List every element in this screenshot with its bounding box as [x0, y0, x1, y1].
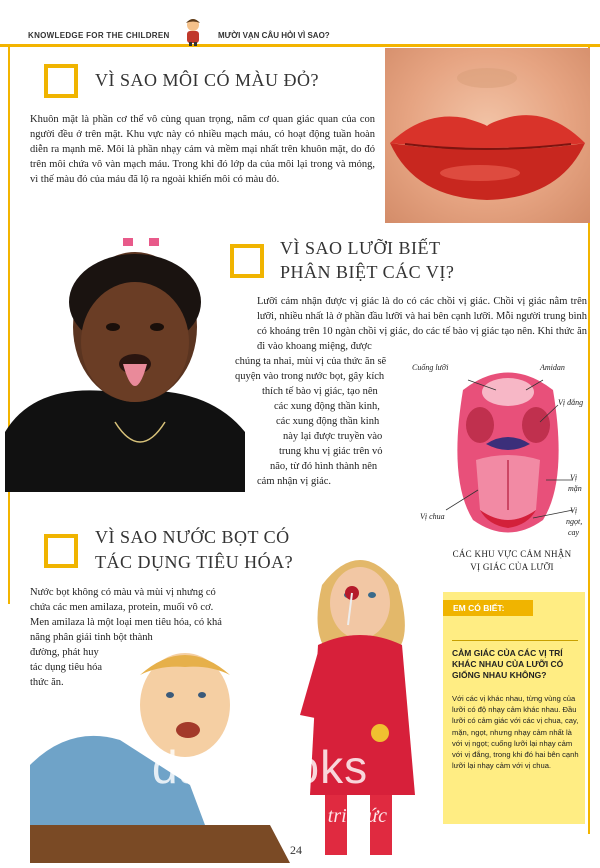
- label-vi-man-2: mặn: [568, 484, 582, 493]
- page-header: [28, 28, 588, 44]
- section2-title-line1: VÌ SAO LƯỠI BIẾT: [280, 238, 441, 258]
- section3-line: Nước bọt không có màu và mùi vị nhưng có: [30, 587, 216, 598]
- label-vi-ngot-2: ngọt,: [566, 517, 583, 526]
- page-number: 24: [290, 843, 302, 857]
- section2-body-top: Lưỡi cảm nhận được vị giác là do có các chồi vị giác. Chồi vị giác nằm trên lưỡi, nhiều nhất là ở phần đầu lưỡi và hai bên cạnh lưỡi. Mỗi người trung bình có khoảng trên 10 ngàn chồi vị giác, do các tế bào vị giác tạo nên. Khi thức ăn đi vào khoang miệng, được: [257, 296, 587, 352]
- section3-title-line1: VÌ SAO NƯỚC BỌT CÓ: [95, 527, 290, 547]
- section3-line: đường, phát huy: [30, 647, 99, 658]
- label-vi-ngot-3: cay: [568, 528, 580, 537]
- section3-line: Men amilaza là một loại men tiêu hóa, có khả: [30, 617, 222, 628]
- section3-line: thức ăn.: [30, 677, 64, 688]
- diagram-caption: [432, 548, 592, 574]
- label-vi-ngot-1: Vị: [570, 506, 578, 515]
- section3-title-line2: TÁC DỤNG TIÊU HÓA?: [95, 552, 294, 572]
- watermark-brand: davibooks: [152, 741, 369, 793]
- did-you-know-question: CẢM GIÁC CỦA CÁC VỊ TRÍ KHÁC NHAU CỦA LƯỠI CÓ GIỐNG NHAU KHÔNG?: [452, 648, 564, 680]
- label-amidan: Amidan: [540, 363, 565, 372]
- section2-line: thích tế bào vị giác, tạo nên: [262, 386, 378, 397]
- series-title: KNOWLEDGE FOR THE CHILDREN: [28, 31, 170, 40]
- did-you-know-heading-text: EM CÓ BIẾT:: [453, 603, 505, 613]
- caption-line1: CÁC KHU VỰC CẢM NHẬN: [452, 549, 572, 559]
- section2-line: cảm nhận vị giác.: [257, 476, 332, 487]
- section2-line: này lại được truyền vào: [283, 431, 383, 442]
- did-you-know-answer: Với các vị khác nhau, từng vùng của lưỡi có độ nhạy cảm khác nhau. Đầu lưỡi có cảm giác với các vị chua, cay, mặn, ngọt, nhưng nhạy cảm nhất là với vị ngọt; cuống lưỡi lại nhạy cảm với vị đắng, trong khi đó hai bên cạnh lưỡi lại nhạy cảm với vị chua.: [452, 694, 579, 771]
- sidebar-divider: [452, 640, 578, 641]
- section2-line: não, từ đó hình thành nên: [270, 461, 378, 472]
- label-vi-man-1: Vị: [570, 473, 578, 482]
- lips-photo: [385, 48, 590, 223]
- book-title: MƯỜI VẠN CÂU HỎI VÌ SAO?: [218, 31, 330, 40]
- page-frame-top: [0, 44, 600, 47]
- section2-line: trung khu vị giác trên vỏ: [279, 446, 383, 457]
- did-you-know-heading: [443, 600, 533, 616]
- girl-tongue-photo: [5, 232, 245, 492]
- mascot-icon: [178, 16, 208, 46]
- section2-line: các xung động thần kinh: [276, 416, 380, 427]
- section3-line: chứa các men amilaza, protein, muối vô cơ.: [30, 602, 214, 613]
- label-vi-chua: Vị chua: [420, 512, 445, 521]
- section2-line: chúng ta nhai, mùi vị của thức ăn sẽ: [235, 356, 387, 367]
- label-cuong-luoi: Cuống lưỡi: [412, 363, 449, 372]
- section2-line: quyện vào trong nước bọt, gây kích: [235, 371, 385, 382]
- section2-line: các xung động thần kinh,: [274, 401, 380, 412]
- watermark-slogan: Khát vọng tri thức: [240, 805, 388, 827]
- question-checkbox-1: [44, 64, 78, 98]
- section3-line: tác dụng tiêu hóa: [30, 662, 103, 673]
- caption-line2: VỊ GIÁC CỦA LƯỠI: [470, 562, 554, 572]
- question-checkbox-2: [230, 244, 264, 278]
- section2-title-line2: PHÂN BIỆT CÁC VỊ?: [280, 262, 455, 282]
- label-vi-dang: Vị đắng: [558, 398, 584, 407]
- section3-line: năng phân giải tinh bột thành: [30, 632, 153, 643]
- section1-title: VÌ SAO MÔI CÓ MÀU ĐỎ?: [95, 70, 319, 90]
- section1-body: Khuôn mặt là phần cơ thể vô cùng quan trọng, năm cơ quan giác quan của con người đều ở trên mặt. Khu vực này có nhiều mạch máu, có hoạt động tuần hoàn diễn ra mạnh mẽ. Môi là phần nhạy cảm và mềm mại nhất trên khuôn mặt, do đó trên môi chứa vô vàn mạch máu. Trong khi đó lớp da của môi lại trong và mỏng, vì thế màu đỏ của máu đã lộ ra ngoài khiến môi có màu đỏ.: [30, 114, 375, 185]
